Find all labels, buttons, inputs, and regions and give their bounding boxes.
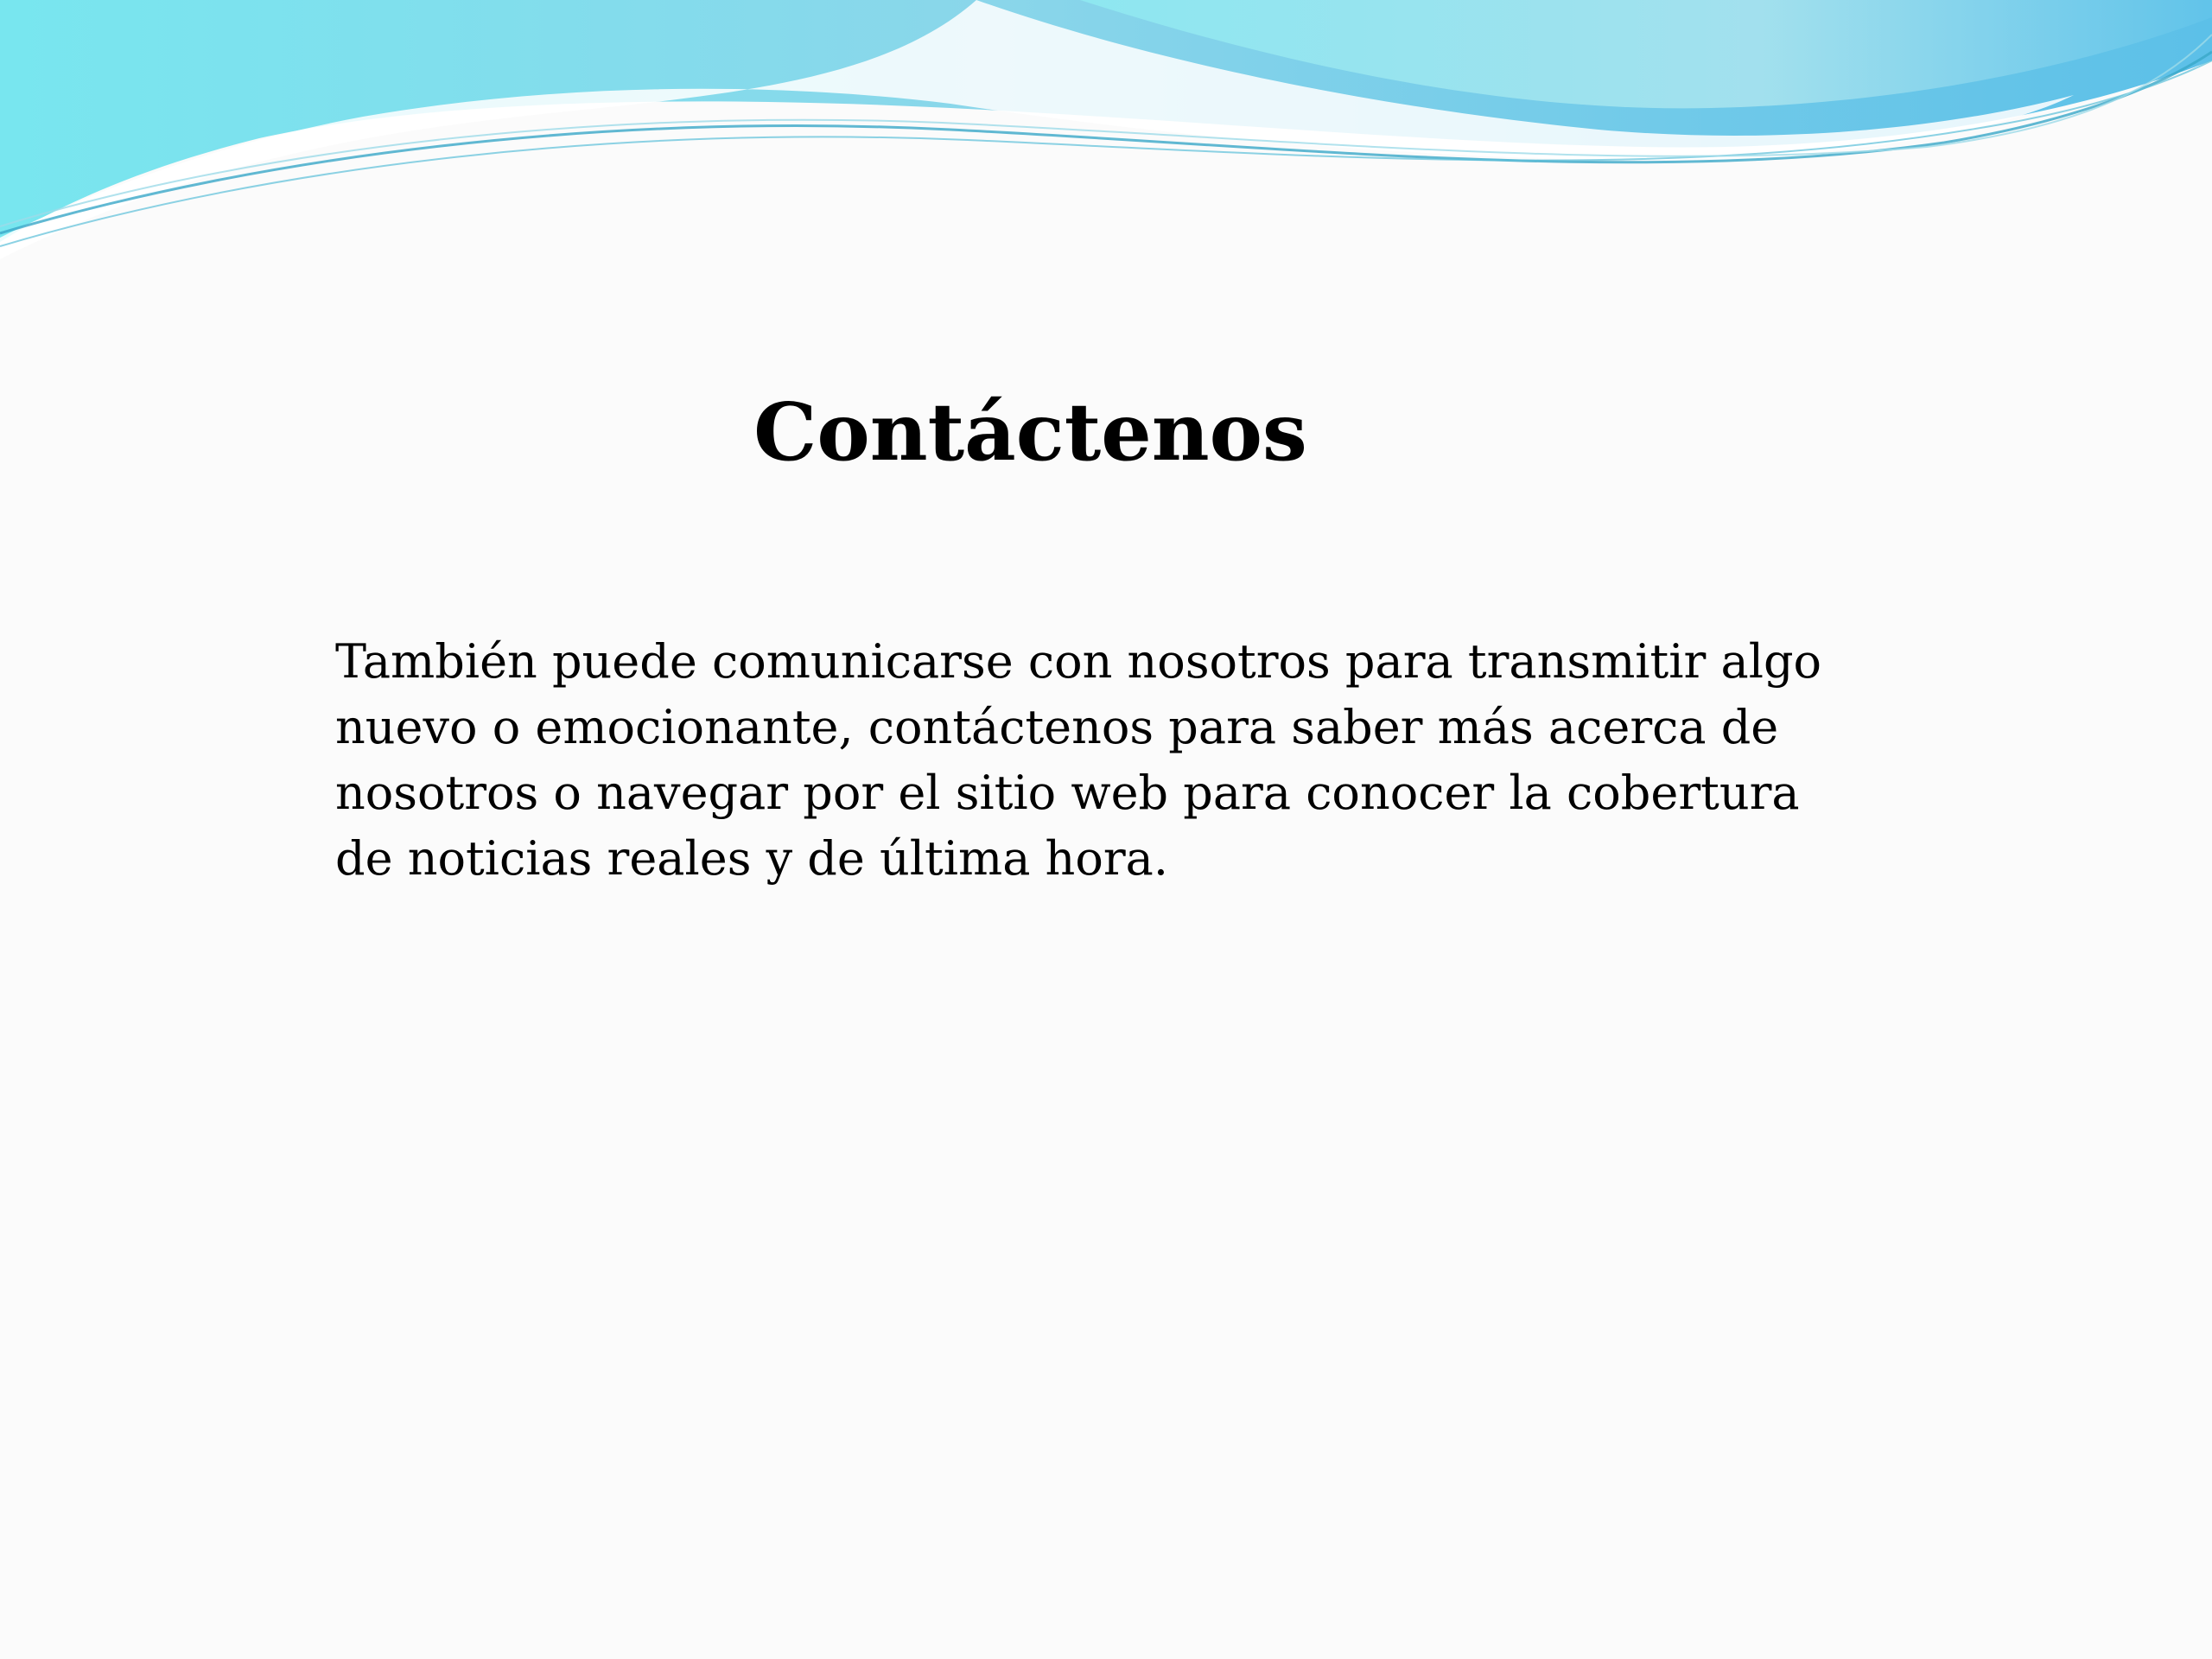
slide-title: Contáctenos xyxy=(753,385,1307,479)
body-line-4: de noticias reales y de última hora. xyxy=(335,831,1169,886)
decorative-wave-header xyxy=(0,0,2212,259)
body-line-3: nosotros o navegar por el sitio web para conocer la cobertura xyxy=(335,766,1800,820)
body-line-2: nuevo o emocionante, contáctenos para saber más acerca de xyxy=(335,700,1779,754)
body-line-1: También puede comunicarse con nosotros para transmitir algo xyxy=(335,634,1822,689)
slide-body-text xyxy=(335,629,1839,892)
